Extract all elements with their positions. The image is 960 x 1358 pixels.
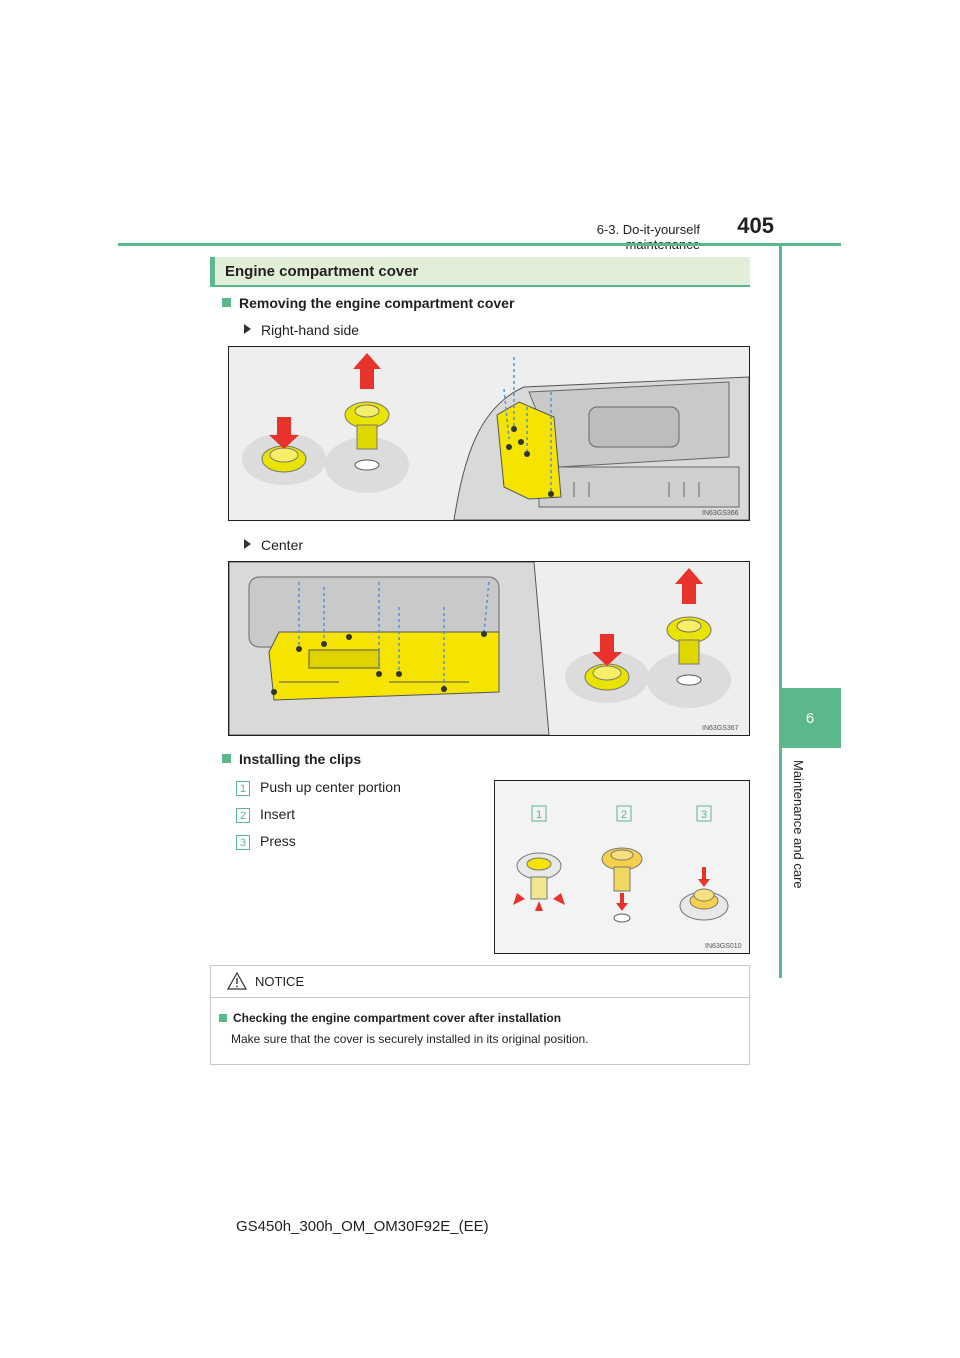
engine-right-side-illustration (229, 347, 749, 520)
square-bullet-icon (222, 754, 231, 763)
chapter-number: 6 (805, 709, 815, 727)
notice-subheading (219, 1011, 561, 1025)
warning-triangle-icon (227, 972, 247, 990)
chapter-tab (779, 688, 841, 748)
square-bullet-icon (222, 298, 231, 307)
figure-code-2: IN63GS367 (702, 725, 739, 732)
center-label: Center (261, 537, 304, 553)
triangle-bullet-icon (244, 324, 251, 334)
section-title: Engine compartment cover (225, 263, 419, 280)
installing-heading-text: Installing the clips (239, 751, 362, 767)
right-hand-side-bullet (244, 322, 359, 338)
section-title-bar (210, 257, 750, 287)
engine-center-illustration (229, 562, 749, 735)
step-number-2: 2 (236, 808, 250, 823)
notice-header (211, 966, 749, 998)
side-rule-bottom (779, 748, 782, 978)
install-step-2-marker: 2 (620, 809, 628, 821)
footer-code: GS450h_300h_OM_OM30F92E_(EE) (236, 1218, 489, 1235)
figure-installing-clips (494, 780, 750, 954)
side-rule-top (779, 246, 782, 688)
step-number-1: 1 (236, 781, 250, 796)
installing-heading (222, 751, 361, 767)
square-bullet-icon (219, 1014, 227, 1022)
chapter-label-text: Maintenance and care (791, 760, 806, 889)
step-2-text: Insert (260, 806, 296, 822)
header-rule (118, 243, 841, 246)
center-bullet (244, 537, 303, 553)
notice-box (210, 965, 750, 1065)
clip-install-illustration (495, 781, 749, 953)
step-1 (236, 779, 401, 796)
removing-heading-text: Removing the engine compartment cover (239, 295, 515, 311)
figure-center (228, 561, 750, 736)
step-1-text: Push up center portion (260, 779, 401, 795)
triangle-bullet-icon (244, 539, 251, 549)
notice-body: Make sure that the cover is securely installed in its original position. (231, 1032, 589, 1046)
notice-subheading-text: Checking the engine compartment cover after installation (233, 1011, 562, 1025)
step-3 (236, 833, 296, 850)
install-step-3-marker: 3 (700, 809, 708, 821)
install-step-1-marker: 1 (535, 809, 543, 821)
step-number-3: 3 (236, 835, 250, 850)
section-label: 6-3. Do-it-yourself (596, 222, 700, 237)
page-number: 405 (737, 213, 774, 238)
figure-code-1: IN63GS366 (702, 510, 739, 517)
figure-right-hand-side (228, 346, 750, 521)
step-3-text: Press (260, 833, 296, 849)
figure-code-3: IN63GS010 (705, 943, 742, 950)
notice-title: NOTICE (255, 974, 305, 989)
removing-heading (222, 295, 514, 311)
step-2 (236, 806, 295, 823)
chapter-label (790, 760, 806, 900)
right-hand-side-label: Right-hand side (261, 322, 360, 338)
